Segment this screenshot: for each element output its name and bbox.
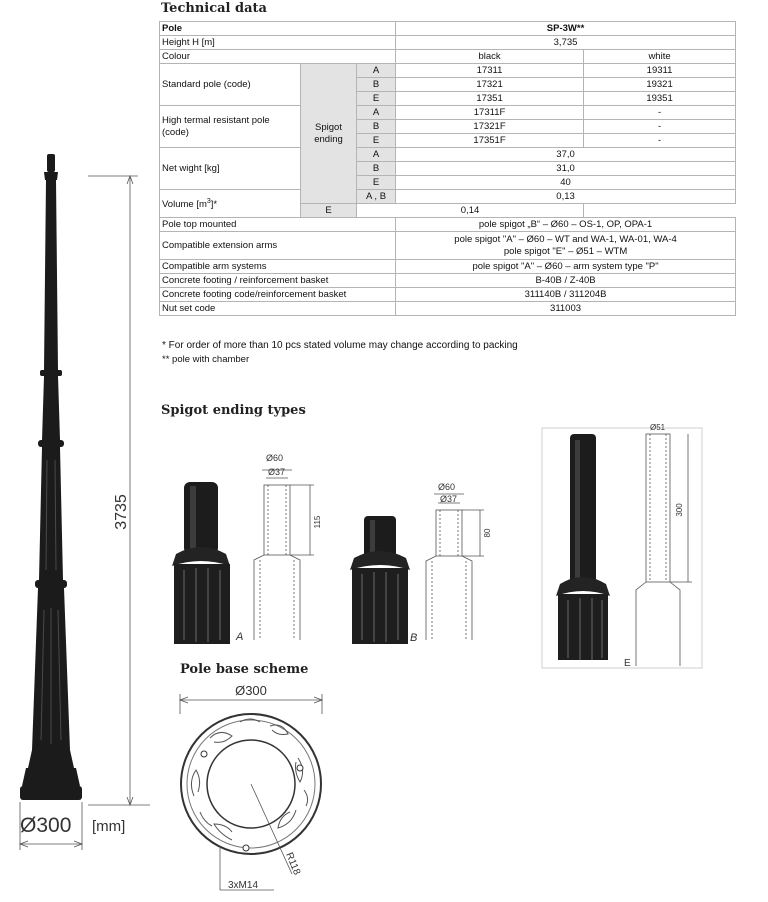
pole-unit: [mm] bbox=[92, 818, 126, 835]
table-row bbox=[160, 260, 736, 274]
height-value: 3,735 bbox=[396, 36, 736, 50]
code-black: 17351F bbox=[396, 134, 584, 148]
base-scheme-drawing bbox=[170, 678, 340, 900]
volume-value: 0,14 bbox=[357, 204, 584, 218]
spigot-e-dia: Ø51 bbox=[650, 423, 666, 432]
extension-arms-label: Compatible extension arms bbox=[160, 232, 396, 260]
table-row bbox=[160, 64, 736, 78]
footnote-chamber: ** pole with chamber bbox=[162, 354, 250, 365]
ending-code: E bbox=[301, 204, 357, 218]
spigot-section-title: Spigot ending types bbox=[161, 403, 306, 418]
spigot-a-section bbox=[254, 470, 314, 640]
spigot-a-letter: A bbox=[236, 631, 244, 643]
volume-label bbox=[160, 190, 301, 218]
base-bolts-label: 3xM14 bbox=[228, 880, 259, 891]
volume-label-sup: 3 bbox=[206, 197, 211, 205]
spigot-e-render bbox=[556, 434, 610, 660]
net-weight-label: Net wight [kg] bbox=[160, 148, 301, 190]
extension-arms-value bbox=[396, 232, 736, 260]
spigot-a-length: 115 bbox=[313, 515, 322, 529]
spigot-a-inner-dia: Ø37 bbox=[268, 467, 286, 477]
spigot-e-length: 300 bbox=[675, 503, 684, 517]
code-white: 19351 bbox=[584, 92, 736, 106]
spigot-ending-cell bbox=[301, 64, 357, 204]
ending-code: E bbox=[357, 176, 396, 190]
spigot-e-letter: E bbox=[624, 658, 631, 669]
standard-pole-label: Standard pole (code) bbox=[160, 64, 301, 106]
net-weight-value: 31,0 bbox=[396, 162, 736, 176]
spigot-b-inner-dia: Ø37 bbox=[440, 494, 458, 504]
spigot-b-outer-dia: Ø60 bbox=[438, 482, 456, 492]
colour-black: black bbox=[396, 50, 584, 64]
nut-set-value: 311003 bbox=[396, 302, 736, 316]
extension-arms-line: pole spigot "E" – Ø51 – WTM bbox=[503, 245, 628, 257]
spigot-ending-label-1: Spigot bbox=[315, 121, 342, 133]
code-black: 17321 bbox=[396, 78, 584, 92]
arm-systems-label: Compatible arm systems bbox=[160, 260, 396, 274]
ending-code: A , B bbox=[357, 190, 396, 204]
arm-systems-value: pole spigot "A" – Ø60 – arm system type "P" bbox=[396, 260, 736, 274]
top-mounted-label: Pole top mounted bbox=[160, 218, 396, 232]
top-mounted-value: pole spigot „B“ – Ø60 – OS-1, OP, OPA-1 bbox=[396, 218, 736, 232]
table-row bbox=[160, 22, 736, 36]
spigot-e-section bbox=[636, 434, 692, 666]
extension-arms-line: pole spigot "A" – Ø60 – WT and WA-1, WA-01, WA-4 bbox=[454, 233, 677, 245]
nut-set-label: Nut set code bbox=[160, 302, 396, 316]
volume-label-text: Volume [m bbox=[162, 199, 207, 211]
pole-base-diameter: Ø300 bbox=[20, 814, 72, 837]
table-row bbox=[160, 288, 736, 302]
technical-data-title: Technical data bbox=[161, 1, 267, 16]
spigot-b-letter: B bbox=[410, 632, 418, 644]
spigot-a-render bbox=[172, 482, 230, 644]
pole-value: SP-3W** bbox=[396, 22, 736, 36]
ending-code: E bbox=[357, 92, 396, 106]
pole-height-label: 3735 bbox=[113, 494, 130, 530]
code-white: 19311 bbox=[584, 64, 736, 78]
base-radius-label: R118 bbox=[283, 851, 303, 877]
footing-label: Concrete footing / reinforcement basket bbox=[160, 274, 396, 288]
pole-drawing bbox=[0, 140, 160, 870]
net-weight-value: 40 bbox=[396, 176, 736, 190]
spigot-a-outer-dia: Ø60 bbox=[266, 453, 284, 463]
table-row bbox=[160, 302, 736, 316]
pole-label: Pole bbox=[160, 22, 396, 36]
spigot-drawings bbox=[170, 423, 730, 680]
code-black: 17321F bbox=[396, 120, 584, 134]
code-white: - bbox=[584, 120, 736, 134]
code-black: 17311 bbox=[396, 64, 584, 78]
ending-code: B bbox=[357, 120, 396, 134]
technical-data-table bbox=[159, 21, 736, 316]
ending-code: A bbox=[357, 106, 396, 120]
colour-label: Colour bbox=[160, 50, 396, 64]
code-white: - bbox=[584, 134, 736, 148]
code-black: 17311F bbox=[396, 106, 584, 120]
base-scheme-title: Pole base scheme bbox=[180, 662, 309, 677]
height-label: Height H [m] bbox=[160, 36, 396, 50]
ending-code: A bbox=[357, 64, 396, 78]
spigot-b-render bbox=[350, 516, 410, 644]
code-white: 19321 bbox=[584, 78, 736, 92]
htr-pole-label: High termal resistant pole (code) bbox=[160, 106, 301, 148]
ending-code: E bbox=[357, 134, 396, 148]
spigot-b-length: 80 bbox=[483, 528, 492, 538]
spigot-ending-label-2: ending bbox=[314, 133, 343, 145]
volume-value: 0,13 bbox=[396, 190, 736, 204]
ending-code: B bbox=[357, 78, 396, 92]
table-row bbox=[160, 218, 736, 232]
height-dimension bbox=[88, 176, 150, 805]
footnote-volume: * For order of more than 10 pcs stated volume may change according to packing bbox=[162, 340, 518, 351]
ending-code: B bbox=[357, 162, 396, 176]
code-white: - bbox=[584, 106, 736, 120]
table-row bbox=[160, 148, 736, 162]
footing-value: B-40B / Z-40B bbox=[396, 274, 736, 288]
table-row bbox=[160, 50, 736, 64]
spigot-b-section bbox=[426, 494, 484, 640]
volume-label-suffix: ]* bbox=[210, 199, 218, 211]
table-row bbox=[160, 106, 736, 120]
footing-code-label: Concrete footing code/reinforcement basket bbox=[160, 288, 396, 302]
base-diameter-label: Ø300 bbox=[235, 683, 267, 698]
footing-code-value: 311140B / 311204B bbox=[396, 288, 736, 302]
colour-white: white bbox=[584, 50, 736, 64]
code-black: 17351 bbox=[396, 92, 584, 106]
table-row bbox=[160, 274, 736, 288]
table-row bbox=[160, 232, 736, 260]
ending-code: A bbox=[357, 148, 396, 162]
table-row bbox=[160, 36, 736, 50]
table-row bbox=[160, 190, 736, 204]
net-weight-value: 37,0 bbox=[396, 148, 736, 162]
